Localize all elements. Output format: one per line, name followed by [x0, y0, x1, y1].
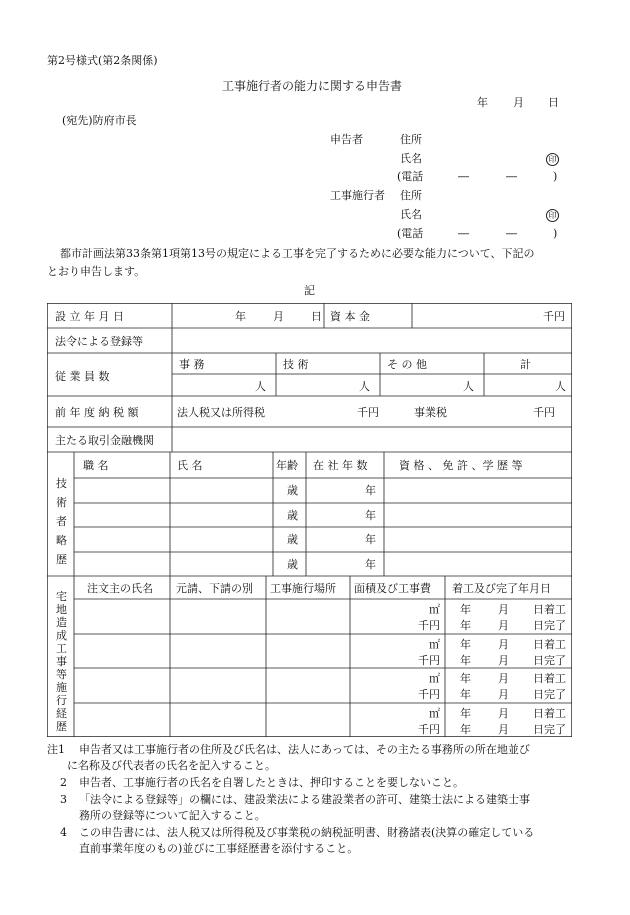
note-1-line-1: 申告者又は工事施行者の住所及び氏名は、法人にあっては、その主たる事務所の所在地並び	[79, 743, 530, 756]
history-end-year: 年	[460, 723, 471, 736]
ki-heading: 記	[304, 284, 315, 297]
contractor-name-label: 氏名	[400, 208, 422, 221]
history-start-day: 日着工	[533, 638, 566, 651]
history-label-char: 成	[56, 629, 67, 642]
contractor-phone-dash-2: ―	[506, 227, 517, 240]
tech-years-unit: 年	[365, 484, 376, 497]
established-day: 日	[311, 310, 322, 323]
history-start-year: 年	[460, 707, 471, 720]
tax-corp-label: 法人税又は所得税	[177, 406, 265, 419]
history-end-day: 日完了	[533, 619, 566, 632]
tech-label-char: 者	[56, 515, 67, 528]
history-label-char: 工	[56, 642, 67, 655]
history-label-char: 行	[56, 694, 67, 707]
note-3-line-1: 「法令による登録等」の欄には、建設業法による建設業者の許可、建築士法による建築士事	[79, 793, 530, 806]
note-4-label: 4	[60, 826, 67, 839]
employees-label: 従 業 員 数	[55, 370, 110, 383]
contractor-phone-label: (電話	[397, 227, 424, 240]
tech-header-age: 年齢	[276, 459, 298, 472]
note-2-label: 2	[60, 776, 67, 789]
history-header-area-cost: 面積及び工事費	[354, 582, 431, 595]
addressee: (宛先)防府市長	[62, 114, 137, 127]
note-3-label: 3	[60, 793, 67, 806]
date-month: 月	[513, 96, 524, 109]
declarant-phone-label: (電話	[397, 170, 424, 183]
contractor-phone-dash-1: ―	[458, 227, 469, 240]
tech-label-char: 略	[56, 534, 67, 547]
history-label-char: 造	[56, 616, 67, 629]
history-start-day: 日着工	[533, 603, 566, 616]
history-end-year: 年	[460, 654, 471, 667]
document-title: 工事施行者の能力に関する申告書	[222, 79, 403, 93]
tech-years-unit: 年	[365, 558, 376, 571]
main-table	[47, 303, 572, 737]
employees-unit-tech: 人	[359, 380, 370, 393]
history-end-month: 月	[498, 619, 509, 632]
employees-header-other: そ の 他	[387, 358, 427, 371]
history-end-month: 月	[498, 723, 509, 736]
history-end-day: 日完了	[533, 654, 566, 667]
tech-label-char: 歴	[56, 553, 67, 566]
employees-header-office: 事 務	[179, 358, 205, 371]
history-end-year: 年	[460, 619, 471, 632]
tax-biz-label: 事業税	[414, 406, 447, 419]
note-1-line-2: に名称及び代表者の氏名を記入すること。	[67, 759, 276, 772]
history-label-char: 事	[56, 655, 67, 668]
employees-header-total: 計	[520, 358, 531, 371]
contractor-seal-icon: 印	[546, 208, 559, 222]
tax-label: 前 年 度 納 税 額	[55, 406, 139, 419]
contractor-role: 工事施行者	[330, 189, 385, 202]
established-label: 設 立 年 月 日	[55, 310, 124, 323]
tech-years-unit: 年	[365, 509, 376, 522]
history-label-char: 等	[56, 668, 67, 681]
note-1-label: 注1	[47, 743, 65, 756]
tech-label-char: 技	[56, 477, 67, 490]
history-cost-unit: 千円	[418, 619, 440, 632]
history-cost-unit: 千円	[418, 688, 440, 701]
tech-age-unit: 歳	[287, 558, 298, 571]
history-label-char: 歴	[56, 720, 67, 733]
date-year: 年	[477, 96, 488, 109]
history-start-day: 日着工	[533, 707, 566, 720]
note-2-line-1: 申告者、工事施行者の氏名を自署したときは、押印することを要しないこと。	[79, 776, 464, 789]
declarant-phone-dash-2: ―	[506, 170, 517, 183]
history-header-client: 注文主の氏名	[87, 582, 153, 595]
history-end-day: 日完了	[533, 723, 566, 736]
history-end-year: 年	[460, 688, 471, 701]
tech-age-unit: 歳	[287, 533, 298, 546]
history-start-month: 月	[498, 672, 509, 685]
tech-years-unit: 年	[365, 533, 376, 546]
contractor-phone-close: )	[553, 227, 558, 240]
history-area-unit: ㎡	[429, 707, 440, 720]
tech-age-unit: 歳	[287, 484, 298, 497]
declarant-seal-icon: 印	[546, 152, 559, 166]
history-cost-unit: 千円	[418, 723, 440, 736]
history-label-char: 地	[56, 603, 67, 616]
tech-age-unit: 歳	[287, 509, 298, 522]
history-area-unit: ㎡	[429, 603, 440, 616]
history-start-day: 日着工	[533, 672, 566, 685]
history-header-dates: 着工及び完了年月日	[452, 582, 551, 595]
declarant-phone-dash-1: ―	[458, 170, 469, 183]
tech-header-years: 在 社 年 数	[313, 459, 368, 472]
body-line-1: 都市計画法第33条第1項第13号の規定による工事を完了するために必要な能力について、下記の	[60, 247, 535, 260]
tech-header-qualifications: 資 格 、 免 許 、学 歴 等	[399, 459, 523, 472]
declarant-address-label: 住所	[400, 133, 422, 146]
form-number: 第2号様式(第2条関係)	[47, 54, 158, 67]
bank-label: 主たる取引金融機関	[55, 434, 154, 447]
employees-unit-office: 人	[255, 380, 266, 393]
history-label-char: 施	[56, 681, 67, 694]
capital-label: 資 本 金	[330, 310, 370, 323]
declarant-role: 申告者	[330, 133, 363, 146]
registration-label: 法令による登録等	[55, 335, 143, 348]
note-3-line-2: 務所の登録等について記入すること。	[79, 809, 266, 822]
established-year: 年	[235, 310, 246, 323]
history-start-year: 年	[460, 603, 471, 616]
tax-biz-unit: 千円	[533, 406, 555, 419]
declarant-name-label: 氏名	[400, 152, 422, 165]
contractor-address-label: 住所	[400, 189, 422, 202]
history-label-char: 経	[56, 707, 67, 720]
history-area-unit: ㎡	[429, 638, 440, 651]
employees-unit-total: 人	[555, 380, 566, 393]
employees-unit-other: 人	[463, 380, 474, 393]
note-4-line-1: この申告書には、法人税又は所得税及び事業税の納税証明書、財務諸表(決算の確定している	[79, 826, 535, 839]
history-end-month: 月	[498, 654, 509, 667]
history-end-day: 日完了	[533, 688, 566, 701]
history-start-year: 年	[460, 638, 471, 651]
history-area-unit: ㎡	[429, 672, 440, 685]
date-day: 日	[548, 96, 559, 109]
body-line-2: とおり申告します。	[47, 265, 146, 278]
history-start-month: 月	[498, 707, 509, 720]
capital-unit: 千円	[543, 310, 565, 323]
tax-corp-unit: 千円	[357, 406, 379, 419]
tech-label-char: 術	[56, 496, 67, 509]
employees-header-tech: 技 術	[283, 358, 309, 371]
tech-header-name: 氏 名	[177, 459, 203, 472]
history-end-month: 月	[498, 688, 509, 701]
history-cost-unit: 千円	[418, 654, 440, 667]
history-start-month: 月	[498, 638, 509, 651]
history-start-year: 年	[460, 672, 471, 685]
history-header-location: 工事施行場所	[270, 582, 336, 595]
declarant-phone-close: )	[553, 170, 558, 183]
tech-header-position: 職 名	[83, 459, 109, 472]
history-start-month: 月	[498, 603, 509, 616]
history-label-char: 宅	[56, 590, 67, 603]
history-header-contract-type: 元請、下請の別	[176, 582, 253, 595]
note-4-line-2: 直前事業年度のもの)並びに工事経歴書を添付すること。	[79, 842, 359, 855]
established-month: 月	[273, 310, 284, 323]
